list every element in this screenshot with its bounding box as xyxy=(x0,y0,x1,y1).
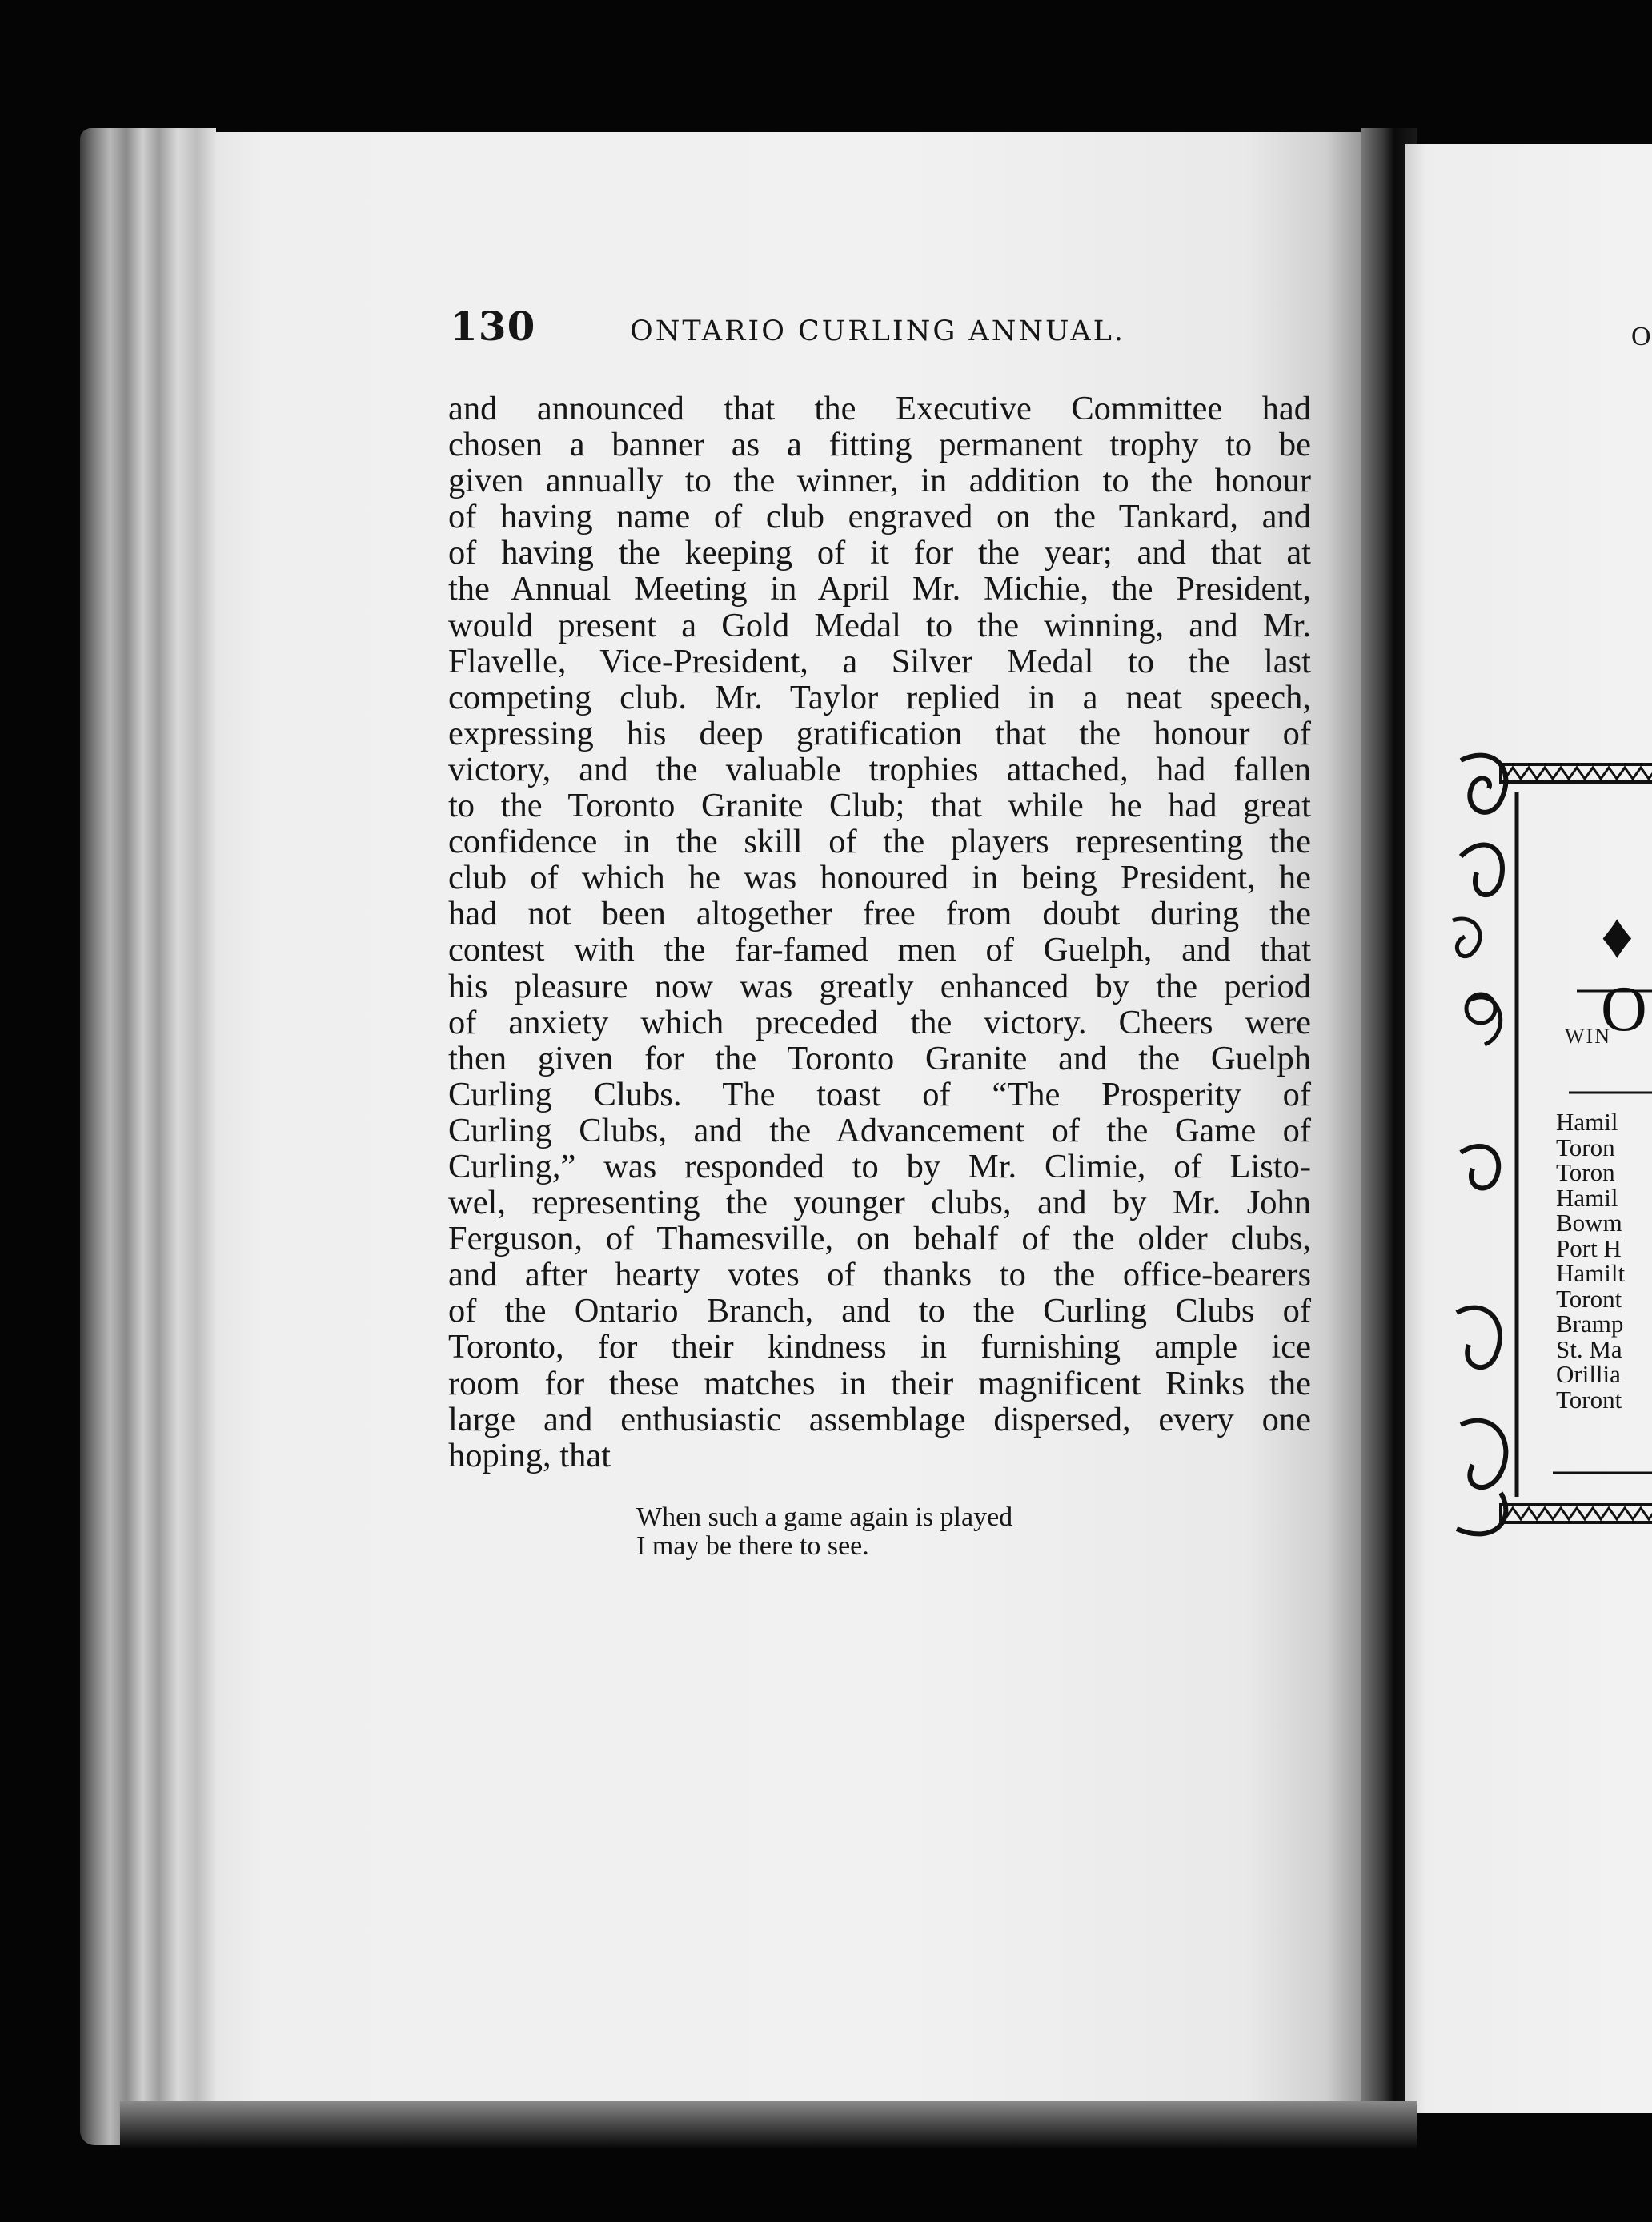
verse-line: When such a game again is played xyxy=(636,1502,1013,1532)
text-line: hoping, that xyxy=(448,1436,611,1474)
text-line: expressing his deep gratification that the honour of xyxy=(448,714,1311,752)
text-line: contest with the far-famed men of Guelph, and that xyxy=(448,931,1311,969)
club-name-fragment: Orillia xyxy=(1556,1360,1621,1388)
text-line: club of which he was honoured in being President, he xyxy=(448,859,1311,897)
text-line: Curling Clubs. The toast of “The Prosperity of xyxy=(448,1075,1311,1113)
right-page-subtitle-fragment: WIN xyxy=(1565,1025,1611,1048)
text-line: Flavelle, Vice-President, a Silver Medal to the last xyxy=(448,642,1311,680)
text-line: chosen a banner as a fitting permanent trophy to be xyxy=(448,426,1311,464)
right-page-title-fragment: ♦ O xyxy=(1601,901,1647,1045)
text-line: room for these matches in their magnificent Rinks the xyxy=(448,1364,1311,1402)
text-line: victory, and the valuable trophies attached, had fallen xyxy=(448,750,1311,788)
club-name-fragment: Bramp xyxy=(1556,1310,1624,1338)
club-name-fragment: Toron xyxy=(1556,1158,1615,1186)
running-title: ONTARIO CURLING ANNUAL. xyxy=(630,315,1126,347)
running-head xyxy=(450,303,1314,359)
text-line: Curling Clubs, and the Advancement of the Game of xyxy=(448,1111,1311,1149)
text-line: to the Toronto Granite Club; that while he had great xyxy=(448,787,1311,825)
text-line: large and enthusiastic assemblage dispersed, every one xyxy=(448,1400,1311,1438)
text-line: confidence in the skill of the players representing the xyxy=(448,823,1311,861)
text-line: of having name of club engraved on the Tankard, and xyxy=(448,498,1311,536)
text-line: the Annual Meeting in April Mr. Michie, the President, xyxy=(448,570,1311,608)
club-name-fragment: St. Ma xyxy=(1556,1334,1622,1363)
club-name-fragment: Toront xyxy=(1556,1284,1622,1313)
page-number: 130 xyxy=(450,303,536,350)
text-line: would present a Gold Medal to the winning, and Mr. xyxy=(448,606,1311,644)
club-name-fragment: Port H xyxy=(1556,1233,1622,1262)
text-line: competing club. Mr. Taylor replied in a neat speech, xyxy=(448,678,1311,716)
right-page-club-list xyxy=(1556,1109,1652,1412)
club-name-fragment: Hamil xyxy=(1556,1108,1618,1136)
text-line: Toronto, for their kindness in furnishing ample ice xyxy=(448,1328,1311,1366)
text-line: Curling,” was responded to by Mr. Climie, of Listo- xyxy=(448,1147,1311,1185)
text-line: of the Ontario Branch, and to the Curling Clubs of xyxy=(448,1292,1311,1330)
text-line: had not been altogether free from doubt during the xyxy=(448,895,1311,933)
page-edges xyxy=(80,128,216,2145)
text-line: of anxiety which preceded the victory. Cheers were xyxy=(448,1003,1311,1041)
verse-quote xyxy=(636,1503,1149,1561)
club-name-fragment: Hamil xyxy=(1556,1183,1618,1212)
club-name-fragment: Bowm xyxy=(1556,1209,1622,1237)
text-line: then given for the Toronto Granite and the Guelph xyxy=(448,1039,1311,1077)
text-line: and after hearty votes of thanks to the office-bearers xyxy=(448,1256,1311,1294)
text-line: of having the keeping of it for the year; and that at xyxy=(448,534,1311,572)
page-bottom-shadow xyxy=(120,2101,1417,2149)
text-line: Ferguson, of Thamesville, on behalf of the older clubs, xyxy=(448,1220,1311,1258)
body-text xyxy=(448,391,1311,1474)
text-line: given annually to the winner, in addition to the honour xyxy=(448,462,1311,500)
text-line: his pleasure now was greatly enhanced by the period xyxy=(448,967,1311,1005)
verse-line: I may be there to see. xyxy=(636,1531,869,1561)
right-page-head-fragment: O xyxy=(1631,322,1651,351)
club-name-fragment: Toront xyxy=(1556,1385,1622,1414)
text-line: wel, representing the younger clubs, and by Mr. John xyxy=(448,1184,1311,1222)
text-line: and announced that the Executive Committee had xyxy=(448,390,1311,427)
club-name-fragment: Hamilt xyxy=(1556,1259,1626,1287)
club-name-fragment: Toron xyxy=(1556,1133,1615,1161)
